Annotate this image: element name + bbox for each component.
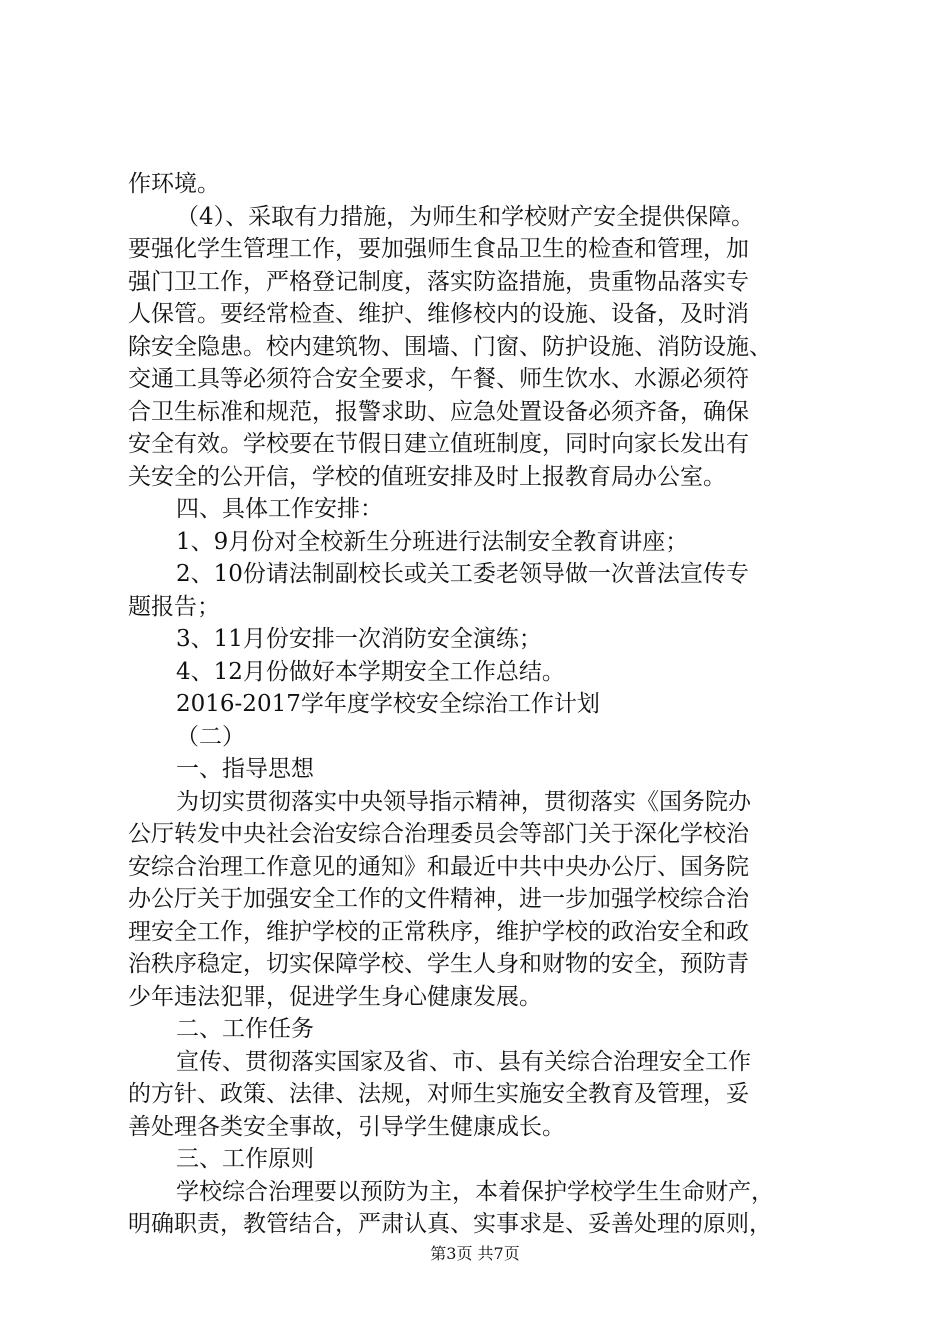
text-line: 的方针、政策、法律、法规，对师生实施安全教育及管理，妥 — [128, 1081, 749, 1107]
text-line: 2、10份请法制副校长或关工委老领导做一次普法宣传专 — [176, 561, 749, 587]
document-body — [128, 168, 840, 1241]
text-line: 善处理各类安全事故，引导学生健康成长。 — [128, 1113, 565, 1140]
text-line: 明确职责，教管结合，严肃认真、实事求是、妥善处理的原则， — [128, 1211, 772, 1237]
text-line: 理安全工作，维护学校的正常秩序，维护学校的政治安全和政 — [128, 918, 749, 945]
text-line: 4、12月份做好本学期安全工作总结。 — [176, 658, 565, 685]
document-subtitle: （二） — [176, 723, 245, 750]
section-heading: 三、工作原则 — [176, 1146, 314, 1172]
text-line: 关安全的公开信，学校的值班安排及时上报教育局办公室。 — [128, 463, 726, 490]
text-line: 1、9月份对全校新生分班进行法制安全教育讲座； — [176, 528, 689, 555]
text-line: 为切实贯彻落实中央领导指示精神，贯彻落实《国务院办 — [176, 788, 751, 815]
text-line: 安全有效。学校要在节假日建立值班制度，同时向家长发出有 — [128, 431, 749, 457]
section-heading: 四、具体工作安排： — [176, 496, 383, 522]
section-heading: 二、工作任务 — [176, 1016, 314, 1042]
text-line: 题报告； — [128, 593, 220, 620]
page-footer: 第3页 共7页 — [430, 1244, 520, 1263]
text-line: 办公厅关于加强安全工作的文件精神，进一步加强学校综合治 — [128, 886, 749, 912]
text-line: 作环境。 — [128, 171, 220, 197]
text-line: 强门卫工作，严格登记制度，落实防盗措施，贵重物品落实专 — [128, 268, 749, 295]
text-line: 要强化学生管理工作，要加强师生食品卫生的检查和管理，加 — [128, 236, 749, 262]
text-line: （4）、采取有力措施，为师生和学校财产安全提供保障。 — [176, 203, 755, 230]
document-title: 2016-2017学年度学校安全综治工作计划 — [176, 691, 600, 717]
text-line: 合卫生标准和规范，报警求助、应急处置设备必须齐备，确保 — [128, 398, 749, 425]
text-line: 安综合治理工作意见的通知》和最近中共中央办公厅、国务院 — [128, 853, 749, 880]
text-line: 治秩序稳定，切实保障学校、学生人身和财物的安全，预防青 — [128, 951, 749, 977]
text-line: 除安全隐患。校内建筑物、围墙、门窗、防护设施、消防设施、 — [128, 333, 772, 360]
text-line: 学校综合治理要以预防为主，本着保护学校学生生命财产， — [176, 1178, 774, 1205]
text-line: 少年违法犯罪，促进学生身心健康发展。 — [128, 983, 542, 1010]
text-line: 3、11月份安排一次消防安全演练； — [176, 626, 542, 652]
section-heading: 一、指导思想 — [176, 756, 314, 782]
text-line: 公厅转发中央社会治安综合治理委员会等部门关于深化学校治 — [128, 821, 749, 847]
text-line: 交通工具等必须符合安全要求，午餐、师生饮水、水源必须符 — [128, 366, 749, 392]
text-line: 宣传、贯彻落实国家及省、市、县有关综合治理安全工作 — [176, 1048, 751, 1075]
text-line: 人保管。要经常检查、维护、维修校内的设施、设备，及时消 — [128, 301, 749, 327]
